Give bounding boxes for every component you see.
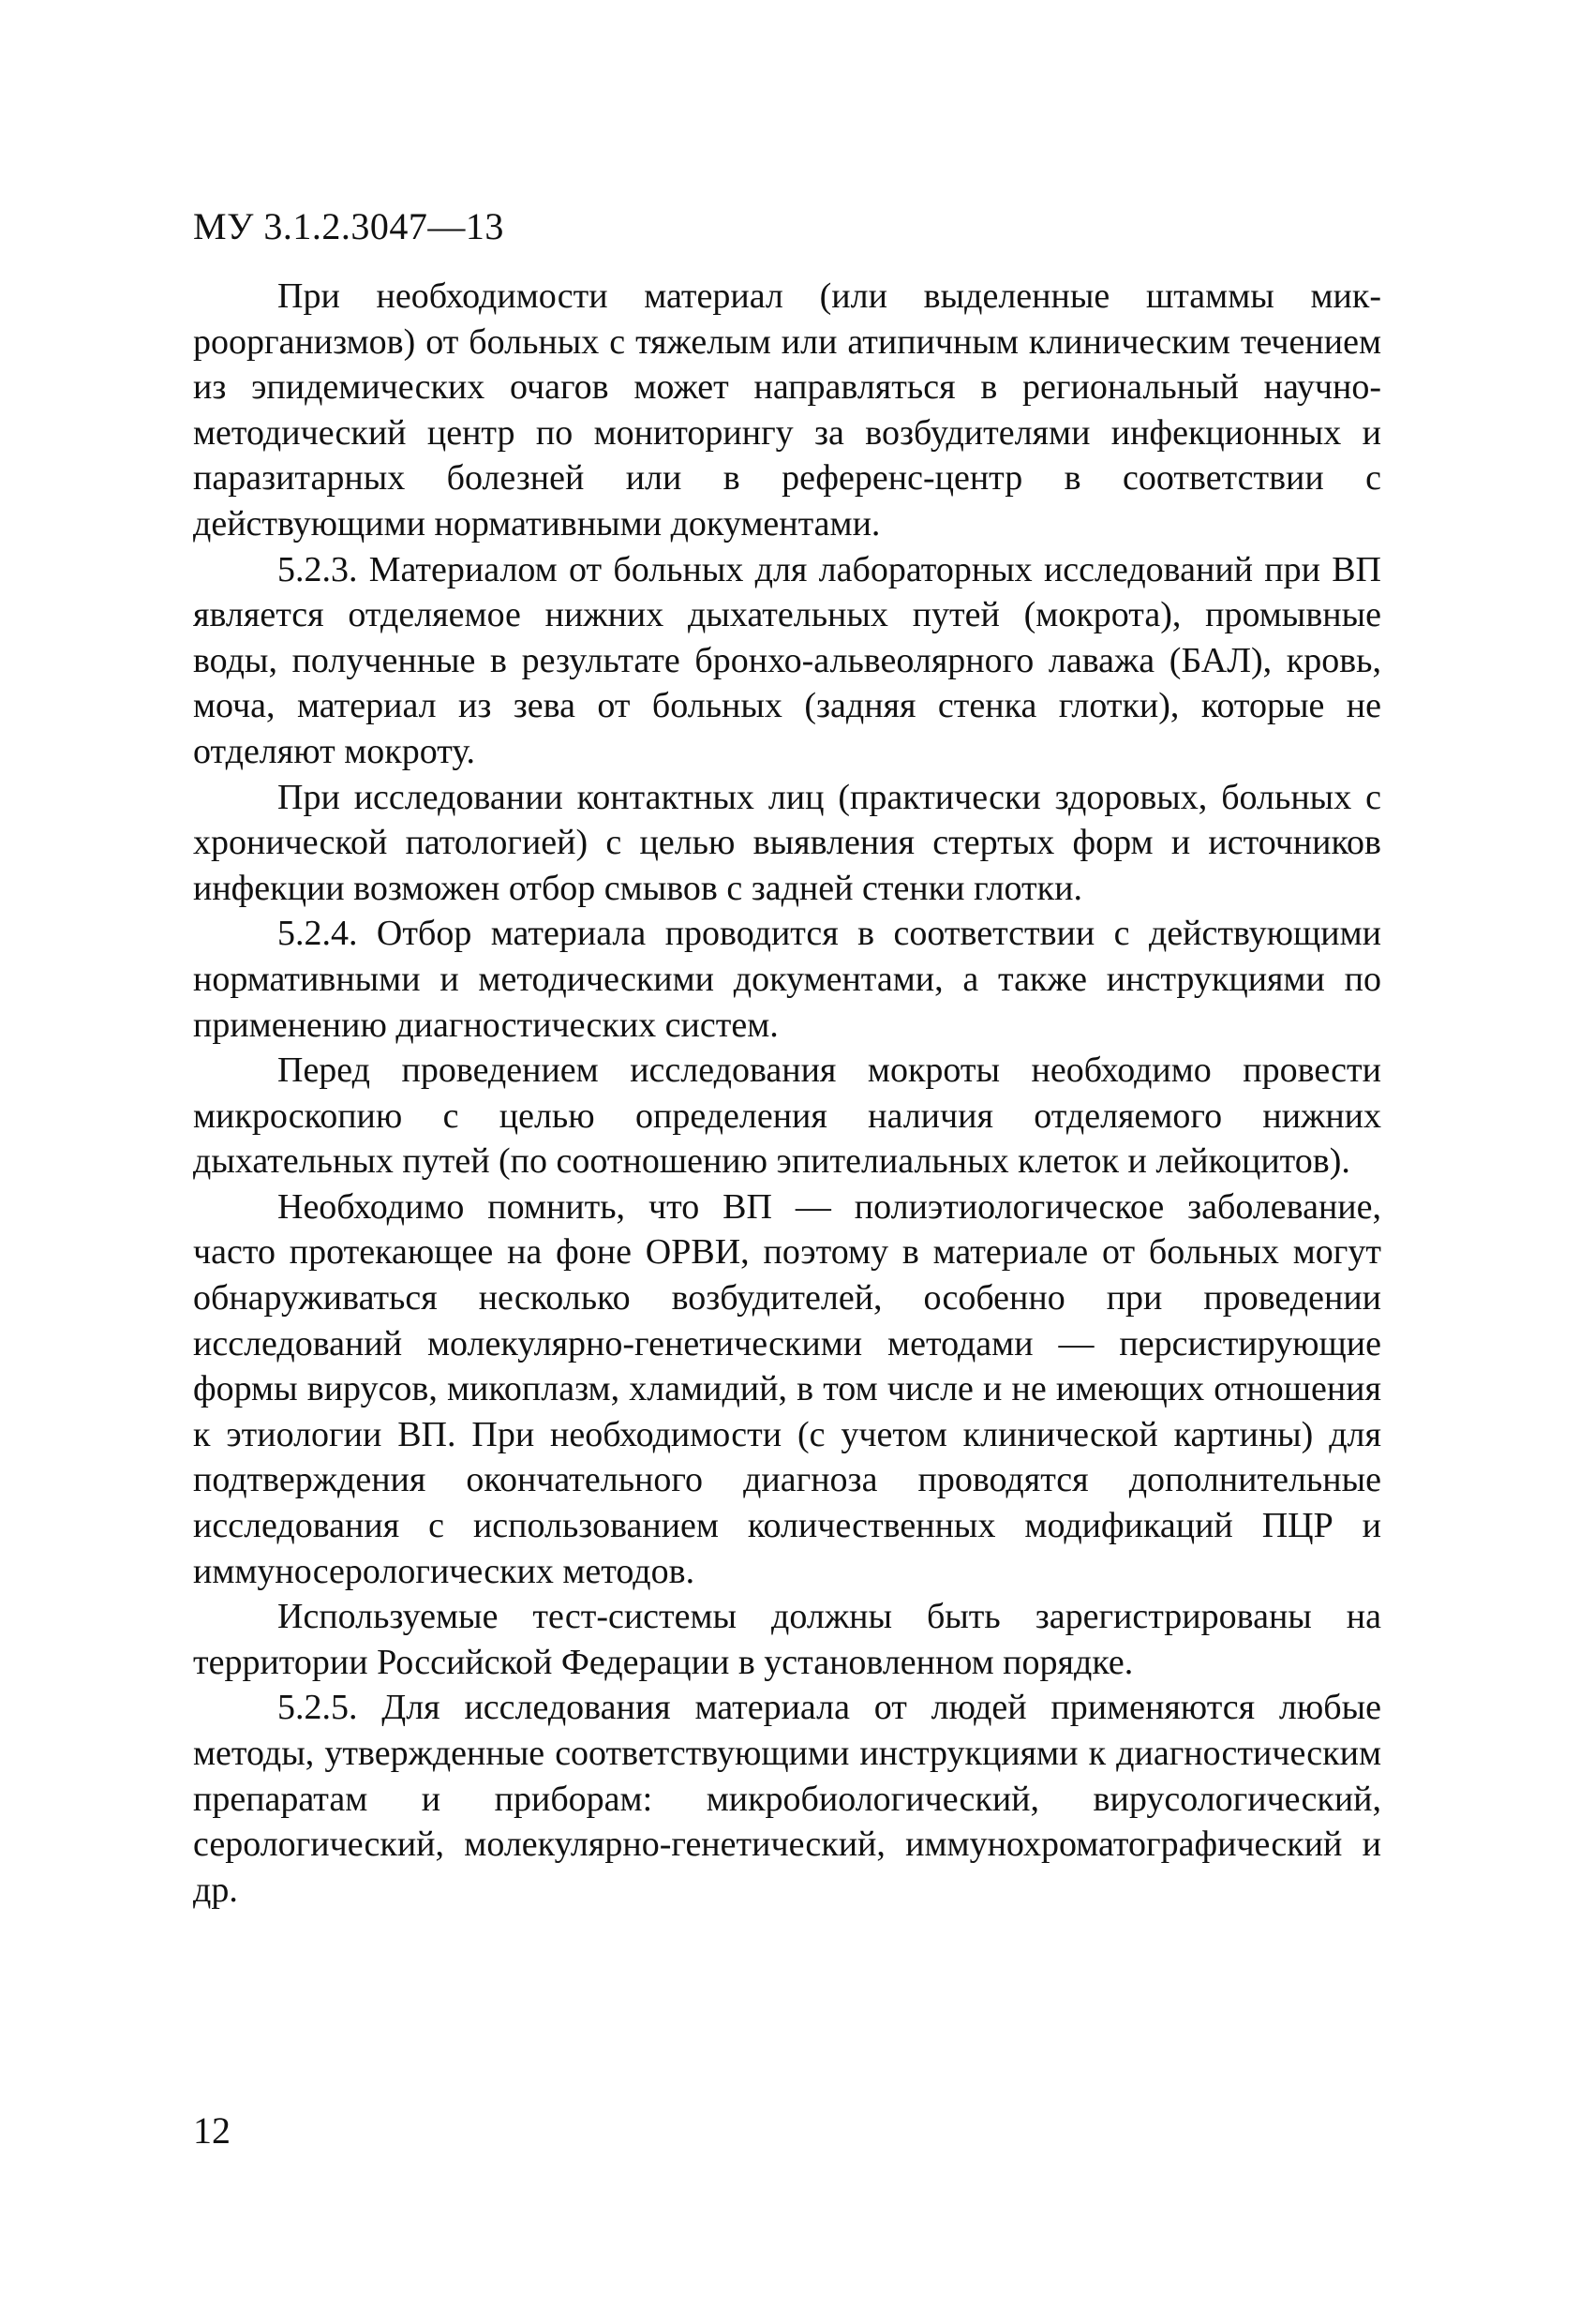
paragraph-5-2-4: 5.2.4. Отбор материала проводится в соответствии с действующими нормативными и методическими документами, а также инструкциями по применению диагностических систем. [193,914,1381,1045]
paragraph-test-systems: Используемые тест-системы должны быть зарегистрированы на территории Российской Федерации в установленном порядке. [193,1597,1381,1682]
page-number: 12 [193,2109,231,2152]
paragraph-contact-persons: При исследовании контактных лиц (практически здоровых, больных с хронической патологией) с целью выявления стертых форм и источников инфекции возможен отбор смывов с задней стенки глотки. [193,777,1381,908]
paragraph-5-2-3: 5.2.3. Материалом от больных для лабораторных исследований при ВП является отделяемое нижних дыхательных путей (мокрота), промывные воды, полученные в результате бронхо-альвеолярного лаважа (БАЛ), кровь, моча, материал из зева от больных (задняя стенка глотки), которые не отделяют мокроту. [193,549,1381,771]
paragraph-5-2-5: 5.2.5. Для исследования материала от людей применяются любые методы, утвержденные соответствующими инструкциями к диагностическим препаратам и приборам: микробиологический, вирусологический, серологический, молекулярно-генетический, иммунохроматографический и др. [193,1688,1381,1910]
paragraph-sputum-microscopy: Перед проведением исследования мокроты необходимо провести микроскопию с целью определения наличия отделяемого нижних дыхательных путей (по соотношению эпителиальных клеток и лейкоцитов). [193,1050,1381,1182]
document-code-header: МУ 3.1.2.3047—13 [193,205,504,247]
paragraph-polyetiological: Необходимо помнить, что ВП — полиэтиологическое заболевание, часто протекающее на фоне ОРВИ, поэтому в материале от больных могут обнаруживаться несколько возбудителей, особенно при проведении исследований молекулярно-генетическими методами — персистирующие формы вирусов, микоплазм, хламидий, в том числе и не имеющих отношения к этиологии ВП. При необходимости (с учетом клинической картины) для подтверждения окончательного диагноза проводятся дополнительные исследования с использованием количественных модификаций ПЦР и иммуносерологических методов. [193,1186,1381,1591]
paragraph-material-direction: При необходимости материал (или выделенные штаммы микроорганизмов) от больных с тяжелым или атипичным клиническим течением из эпидемических очагов может направляться в региональный научно-методический центр по мониторингу за возбудителями инфекционных и паразитарных болезней или в референс-центр в соответствии с действующими нормативными документами. [193,276,1381,544]
document-body [193,274,1381,1913]
